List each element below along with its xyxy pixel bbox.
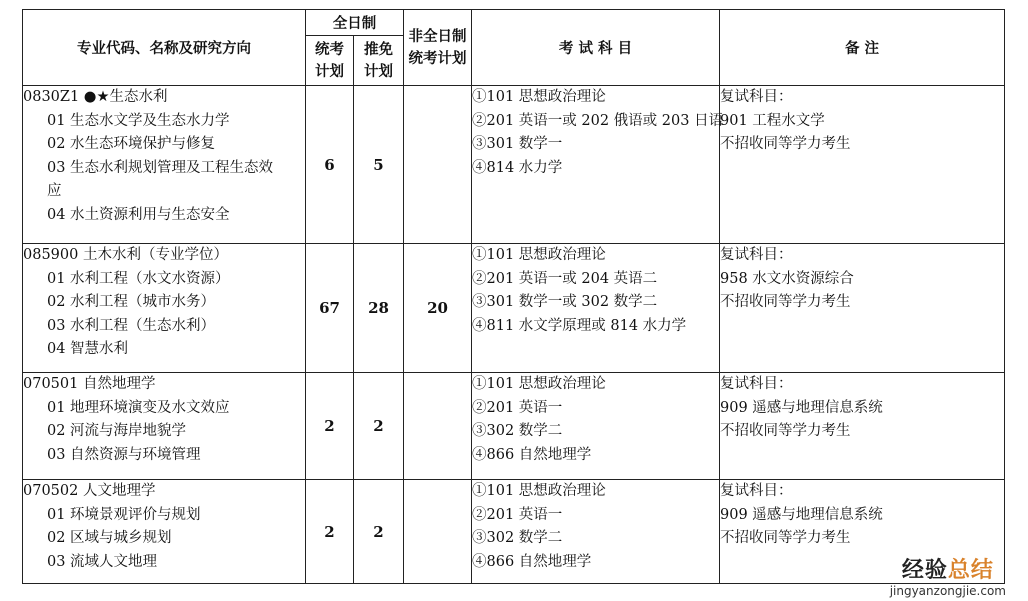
exam-item: ③301 数学一或 302 数学二 (472, 294, 658, 310)
header-remark: 备 注 (720, 10, 1005, 86)
site-watermark (890, 558, 1006, 598)
tuimian-count: 2 (354, 480, 404, 584)
major-cell (23, 86, 306, 244)
parttime-count (404, 86, 472, 244)
header-parttime-line2: 统考计划 (408, 50, 467, 67)
tongkao-count: 2 (306, 480, 354, 584)
remark-item: 不招收同等学力考生 (720, 530, 851, 546)
exam-item: ①101 思想政治理论 (472, 376, 606, 392)
tongkao-count: 6 (306, 86, 354, 244)
exam-cell (472, 86, 724, 244)
direction-item: 03 生态水利规划管理及工程生态效应 (47, 159, 274, 199)
parttime-count: 20 (404, 244, 472, 373)
remark-item: 不招收同等学力考生 (720, 136, 851, 152)
header-parttime (404, 10, 472, 86)
header-tongkao (306, 36, 354, 86)
parttime-count (404, 480, 472, 584)
table-row (23, 480, 1005, 584)
direction-item: 01 水利工程（水文水资源） (47, 270, 230, 287)
header-tuimian (354, 36, 404, 86)
major-cell (23, 480, 306, 584)
exam-item: ②201 英语一 (472, 399, 563, 416)
parttime-count (404, 373, 472, 480)
tuimian-count: 5 (354, 86, 404, 244)
remark-item: 909 遥感与地理信息系统 (720, 506, 883, 523)
remark-item: 不招收同等学力考生 (720, 423, 851, 439)
direction-item: 01 生态水文学及生态水力学 (47, 112, 230, 129)
exam-item: ②201 英语一或 202 俄语或 203 日语 (472, 112, 724, 129)
watermark-logo-accent: 总结 (947, 558, 994, 583)
header-tuimian-line2: 计划 (364, 63, 393, 80)
direction-item: 01 地理环境演变及水文效应 (47, 399, 230, 416)
remark-item: 909 遥感与地理信息系统 (720, 399, 883, 416)
remark-item: 复试科目： (720, 376, 793, 392)
header-major: 专业代码、名称及研究方向 (23, 10, 306, 86)
exam-item: ②201 英语一 (472, 506, 563, 523)
remark-item: 901 工程水文学 (720, 112, 825, 129)
exam-item: ④814 水力学 (472, 159, 563, 176)
exam-item: ④866 自然地理学 (472, 446, 592, 463)
tongkao-count: 67 (306, 244, 354, 373)
watermark-url: jingyanzongjie.com (889, 584, 1006, 598)
remark-item: 不招收同等学力考生 (720, 294, 851, 310)
exam-item: ①101 思想政治理论 (472, 89, 606, 105)
remark-item: 复试科目： (720, 89, 793, 105)
exam-item: ③301 数学一 (472, 136, 563, 152)
direction-item: 04 水土资源利用与生态安全 (47, 206, 230, 223)
exam-item: ④811 水文学原理或 814 水力学 (472, 317, 687, 334)
remark-cell (720, 86, 1005, 244)
major-code-line: 070502 人文地理学 (23, 483, 156, 499)
direction-item: 03 自然资源与环境管理 (47, 446, 201, 463)
major-code-line: 070501 自然地理学 (23, 376, 156, 392)
remark-item: 复试科目： (720, 247, 793, 263)
exam-cell (472, 244, 720, 373)
major-cell (23, 244, 306, 373)
exam-item: ①101 思想政治理论 (472, 483, 606, 499)
direction-item: 04 智慧水利 (47, 341, 129, 357)
direction-item: 01 环境景观评价与规划 (47, 506, 201, 523)
header-tongkao-line2: 计划 (315, 63, 344, 80)
major-code-line: 0830Z1 ●★生态水利 (23, 89, 168, 105)
header-tuimian-line1: 推免 (364, 41, 393, 58)
exam-item: ③302 数学二 (472, 423, 563, 439)
exam-item: ③302 数学二 (472, 530, 563, 546)
remark-item: 958 水文水资源综合 (720, 270, 854, 287)
direction-item: 03 水利工程（生态水利） (47, 317, 216, 334)
remark-cell (720, 373, 1005, 480)
direction-item: 02 水生态环境保护与修复 (47, 136, 216, 152)
remark-cell (720, 244, 1005, 373)
table-row (23, 244, 1005, 373)
header-tongkao-line1: 统考 (315, 41, 344, 58)
exam-item: ①101 思想政治理论 (472, 247, 606, 263)
header-exam: 考 试 科 目 (472, 10, 720, 86)
tuimian-count: 2 (354, 373, 404, 480)
exam-cell (472, 373, 720, 480)
exam-item: ②201 英语一或 204 英语二 (472, 270, 658, 287)
table-row (23, 373, 1005, 480)
direction-item: 02 河流与海岸地貌学 (47, 423, 187, 439)
direction-item: 02 区域与城乡规划 (47, 530, 172, 546)
enrollment-plan-table (22, 9, 1005, 584)
exam-cell (472, 480, 720, 584)
major-code-line: 085900 土木水利（专业学位） (23, 247, 228, 263)
major-cell (23, 373, 306, 480)
table-row (23, 86, 1005, 244)
header-parttime-line1: 非全日制 (408, 28, 467, 45)
direction-item: 03 流域人文地理 (47, 553, 158, 570)
direction-item: 02 水利工程（城市水务） (47, 294, 216, 310)
tuimian-count: 28 (354, 244, 404, 373)
exam-item: ④866 自然地理学 (472, 553, 592, 570)
header-fulltime: 全日制 (306, 10, 404, 36)
remark-item: 复试科目： (720, 483, 793, 499)
watermark-logo (890, 558, 1006, 584)
watermark-logo-main: 经验 (901, 558, 948, 583)
tongkao-count: 2 (306, 373, 354, 480)
